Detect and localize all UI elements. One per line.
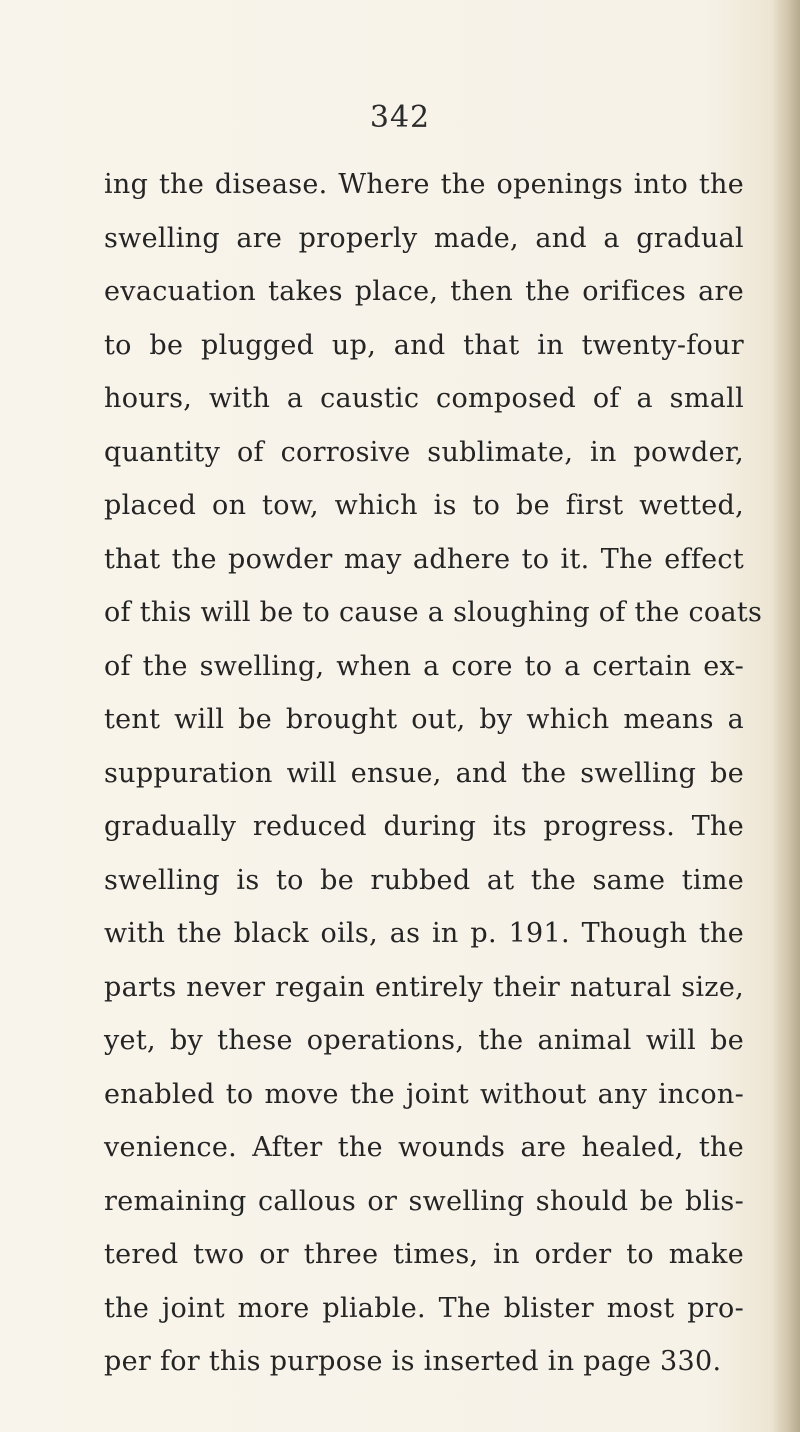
text-line: gradually reduced during its progress. The (104, 811, 744, 842)
text-line: to be plugged up, and that in twenty-four (104, 329, 744, 361)
text-line: of this will be to cause a sloughing of the coats (104, 597, 763, 628)
text-line: parts never regain entirely their natural size, (104, 971, 744, 1003)
text-line: placed on tow, which is to be first wetted, (104, 490, 744, 521)
text-line: the joint more pliable. The blister most pro- (104, 1292, 744, 1324)
text-line: remaining callous or swelling should be blis- (104, 1185, 744, 1217)
text-line: venience. After the wounds are healed, the (104, 1132, 744, 1163)
page-number: 342 (369, 100, 431, 135)
text-line: of the swelling, when a core to a certain ex- (104, 650, 744, 682)
text-line: tent will be brought out, by which means a (104, 704, 744, 735)
text-line: evacuation takes place, then the orifices are (104, 276, 744, 307)
text-line: hours, with a caustic composed of a small (104, 383, 744, 414)
text-line: enabled to move the joint without any incon- (104, 1078, 744, 1110)
text-line: tered two or three times, in order to make (104, 1239, 744, 1270)
text-line: swelling is to be rubbed at the same time (104, 864, 744, 896)
text-line: ing the disease. Where the openings into the (104, 169, 744, 200)
text-line-final: per for this purpose is inserted in page 330. (104, 1346, 722, 1377)
page-body-text (104, 158, 763, 1389)
text-line: that the powder may adhere to it. The effect (104, 543, 744, 575)
text-line: suppuration will ensue, and the swelling be (104, 757, 744, 789)
text-line: with the black oils, as in p. 191. Though the (104, 918, 744, 949)
page-edge-shadow (772, 0, 800, 1432)
text-line: yet, by these operations, the animal will be (104, 1025, 744, 1056)
text-line: swelling are properly made, and a gradual (104, 222, 744, 254)
text-line: quantity of corrosive sublimate, in powder, (104, 436, 744, 468)
